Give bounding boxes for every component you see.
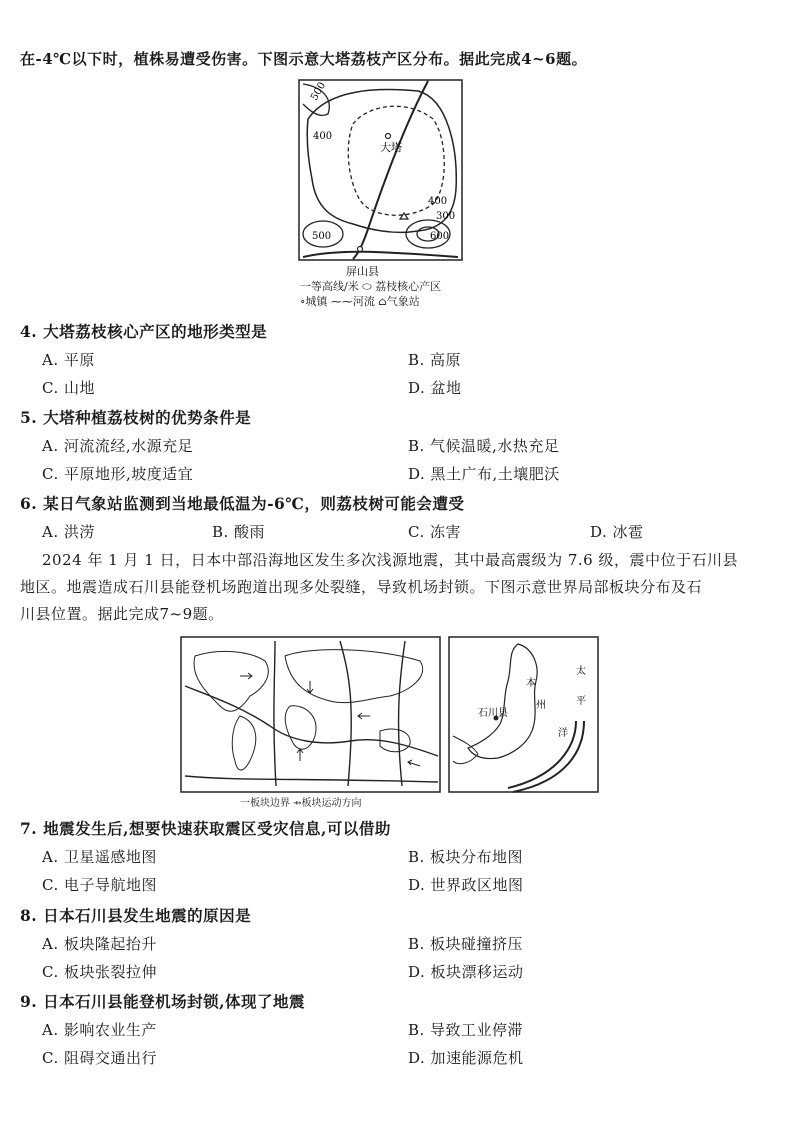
map-legend-1: 一等高线/米 ⬭ 荔枝核心产区 [300,280,442,293]
option-6b[interactable]: B. 酸雨 [212,523,266,541]
option-4a[interactable]: A. 平原 [42,351,95,369]
question-8-stem: 8. 日本石川县发生地震的原因是 [20,906,252,925]
option-6c[interactable]: C. 冻害 [408,523,461,541]
map-legend-2: ∘城镇 ⁓⁓河流 ⌂气象站 [300,295,420,308]
option-9b[interactable]: B. 导致工业停滞 [408,1021,524,1039]
option-8b[interactable]: B. 板块碰撞挤压 [408,935,524,953]
option-5a[interactable]: A. 河流流经,水源充足 [42,437,194,455]
option-8a[interactable]: A. 板块隆起抬升 [42,935,157,953]
intro-text-2-line-3: 川县位置。据此完成7~9题。 [20,605,224,623]
town-label-pingshan: 屏山县 [346,265,379,278]
question-5-stem: 5. 大塔种植荔枝树的优势条件是 [20,408,252,427]
option-4d[interactable]: D. 盆地 [408,379,462,397]
intro-text-2-line-1: 2024 年 1 月 1 日，日本中部沿海地区发生多次浅源地震，其中最高震级为 7.6 级，震中位于石川县 [42,551,738,569]
japan-map-figure [448,636,600,798]
town-label-dahta: 大塔 [380,141,402,154]
contour-label: 500 [312,231,332,242]
option-9a[interactable]: A. 影响农业生产 [42,1021,157,1039]
intro-text-1: 在-4℃以下时，植株易遭受伤害。下图示意大塔荔枝产区分布。据此完成4~6题。 [20,50,588,68]
option-4b[interactable]: B. 高原 [408,351,462,369]
contour-label: 600 [430,231,450,242]
japan-label-ishikawa: 石川县 [478,708,508,719]
contour-label: 400 [313,131,333,142]
japan-label-tai: 太 [576,666,586,677]
option-7a[interactable]: A. 卫星遥感地图 [42,848,157,866]
japan-label-ping: 平 [576,696,586,707]
japan-label-yang: 洋 [558,728,568,739]
option-7d[interactable]: D. 世界政区地图 [408,876,524,894]
option-7c[interactable]: C. 电子导航地图 [42,876,157,894]
option-9d[interactable]: D. 加速能源危机 [408,1049,524,1067]
option-8d[interactable]: D. 板块漂移运动 [408,963,524,981]
world-plates-figure [180,636,442,809]
option-4c[interactable]: C. 山地 [42,379,95,397]
contour-label: 300 [436,211,456,222]
intro-text-2-line-2: 地区。地震造成石川县能登机场跑道出现多处裂缝，导致机场封锁。下图示意世界局部板块分布及石 [20,578,703,596]
option-5c[interactable]: C. 平原地形,坡度适宜 [42,465,194,483]
option-6d[interactable]: D. 冰雹 [590,523,644,541]
option-9c[interactable]: C. 阻碍交通出行 [42,1049,157,1067]
japan-label-zhou: 州 [536,700,546,711]
contour-map-figure [298,79,464,308]
contour-label: 400 [428,196,448,207]
contour-label: 500 [309,80,329,103]
world-plates-map [180,636,442,794]
japan-label-ben: 本 [526,678,536,689]
question-7-stem: 7. 地震发生后,想要快速获取震区受灾信息,可以借助 [20,819,391,838]
japan-map [448,636,600,794]
contour-map [298,79,464,281]
question-9-stem: 9. 日本石川县能登机场封锁,体现了地震 [20,992,305,1011]
option-7b[interactable]: B. 板块分布地图 [408,848,524,866]
plates-legend: 一板块边界 ⇸板块运动方向 [240,798,362,809]
question-4-stem: 4. 大塔荔枝核心产区的地形类型是 [20,322,268,341]
option-5d[interactable]: D. 黑土广布,土壤肥沃 [408,465,560,483]
option-8c[interactable]: C. 板块张裂拉伸 [42,963,157,981]
option-6a[interactable]: A. 洪涝 [42,523,95,541]
question-6-stem: 6. 某日气象站监测到当地最低温为-6℃，则荔枝树可能会遭受 [20,494,465,513]
option-5b[interactable]: B. 气候温暖,水热充足 [408,437,560,455]
